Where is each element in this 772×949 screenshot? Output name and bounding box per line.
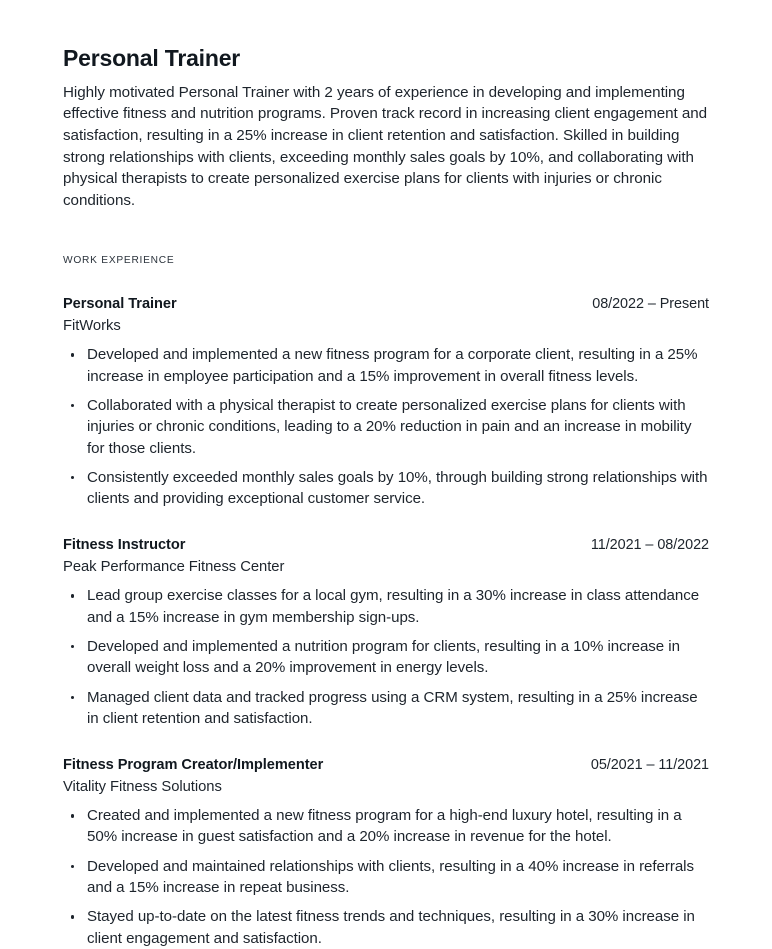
job-dates: 11/2021 – 08/2022 <box>590 537 709 554</box>
bullet-point-icon <box>71 696 74 699</box>
job-title: Fitness Instructor <box>63 537 186 554</box>
job-company: Vitality Fitness Solutions <box>63 779 222 796</box>
list-item-text: Collaborated with a physical therapist to create personalized exercise plans for clients with injuries or chronic conditions, leading to a 20% reduction in pain and an increase in mobility for those clients. <box>87 396 692 457</box>
work-experience-entry <box>63 294 709 509</box>
list-item-text: Developed and maintained relationships with clients, resulting in a 40% increase in referrals and a 15% increase in repeat business. <box>87 857 694 897</box>
list-item-text: Managed client data and tracked progress using a CRM system, resulting in a 25% increase in client retention and satisfaction. <box>87 688 698 727</box>
job-dates: 05/2021 – 11/2021 <box>590 757 709 774</box>
work-experience-section <box>63 255 709 949</box>
job-title: Fitness Program Creator/Implementer <box>63 757 324 774</box>
list-item <box>63 906 709 949</box>
list-item-text: Developed and implemented a new fitness program for a corporate client, resulting in a 25% increase in employee participation and a 15% improvement in overall fitness levels. <box>87 346 698 385</box>
list-item <box>63 344 709 387</box>
list-item <box>63 467 709 510</box>
job-headline <box>63 755 709 775</box>
job-company: FitWorks <box>63 318 121 335</box>
bullet-point-icon <box>71 476 74 479</box>
list-item <box>63 636 709 679</box>
job-headline <box>63 535 709 555</box>
job-dates: 08/2022 – Present <box>592 296 709 313</box>
work-experience-entry <box>63 755 709 949</box>
job-company: Peak Performance Fitness Center <box>63 559 285 576</box>
list-item-text: Created and implemented a new fitness program for a high-end luxury hotel, resulting in a 50% increase in guest satisfaction and a 20% increase in revenue for the hotel. <box>87 807 682 846</box>
job-bullet-list <box>63 585 709 729</box>
section-heading-work-experience: WORK EXPERIENCE <box>63 255 175 267</box>
list-item-text: Stayed up-to-date on the latest fitness trends and techniques, resulting in a 30% increase in client engagement and satisfaction. <box>87 908 695 947</box>
professional-summary: Highly motivated Personal Trainer with 2 years of experience in developing and implementing effective fitness and nutrition programs. Proven track record in increasing client engagement and satisfaction, resulting in a 25% increase in client retention and satisfaction. Skilled in building strong relationships with clients, exceeding monthly sales goals by 10%, and collaborating with physical therapists to create personalized exercise plans for clients with injuries or chronic conditions. <box>63 83 708 209</box>
list-item-text: Lead group exercise classes for a local gym, resulting in a 30% increase in class attendance and a 15% increase in gym membership sign-ups. <box>87 587 700 626</box>
list-item <box>63 856 709 899</box>
job-bullet-list <box>63 805 709 949</box>
list-item <box>63 805 709 848</box>
bullet-point-icon <box>71 353 74 356</box>
list-item-text: Developed and implemented a nutrition program for clients, resulting in a 10% increase in overall weight loss and a 20% improvement in energy levels. <box>87 637 680 677</box>
work-experience-entry <box>63 535 709 729</box>
job-bullet-list <box>63 344 709 509</box>
bullet-point-icon <box>71 865 74 868</box>
list-item <box>63 687 709 730</box>
job-title: Personal Trainer <box>63 296 177 313</box>
list-item <box>63 395 709 459</box>
page-title: Personal Trainer <box>63 45 241 71</box>
list-item-text: Consistently exceeded monthly sales goals by 10%, through building strong relationships with clients and providing exceptional customer service. <box>87 468 708 508</box>
bullet-point-icon <box>71 814 74 817</box>
bullet-point-icon <box>71 915 74 918</box>
bullet-point-icon <box>71 645 74 648</box>
list-item <box>63 585 709 628</box>
job-headline <box>63 294 709 314</box>
bullet-point-icon <box>71 594 74 597</box>
bullet-point-icon <box>71 404 74 407</box>
